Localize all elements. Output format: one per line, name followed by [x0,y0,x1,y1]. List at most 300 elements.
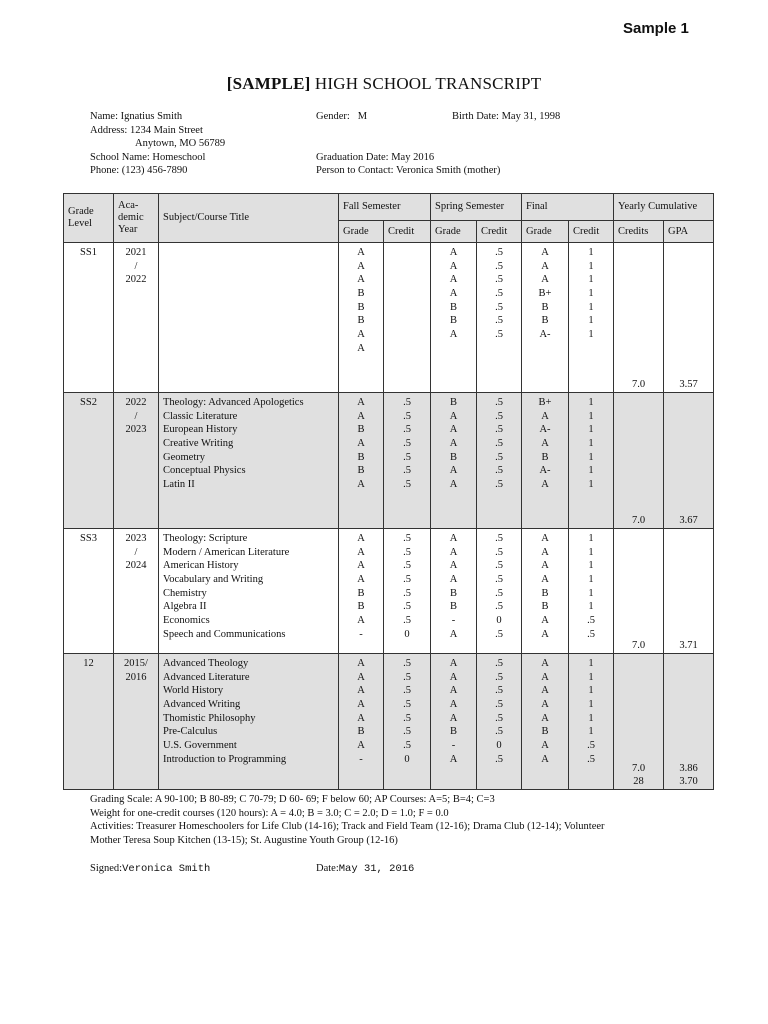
fall-grade-cell-entry: A [357,658,365,669]
final-grade-cell-entry: A [541,533,549,544]
fall-credit-cell-entry: .5 [403,560,411,572]
final-grade-cell-entry: A [541,753,549,765]
final-grade-cell-entry: A [541,560,549,572]
final-grade-cell-entry: A [541,685,549,697]
final-grade-cell-entry: A [541,671,549,683]
fall-grade-cell-entry: A [357,533,365,544]
final-credit-cell-entry: 1 [588,288,594,300]
spring-credit-cell-entry: .5 [495,658,503,669]
subject-cell-entry: Algebra II [163,601,207,613]
subject-cell-entry: Vocabulary and Writing [163,574,264,586]
final-credit-cell-entry: 1 [588,560,594,572]
spring-credit-cell-entry: .5 [495,479,503,491]
final-grade-cell-entry: A [541,615,549,627]
fall-credit-cell-entry: .5 [403,712,411,724]
final-grade-cell-entry: B+ [538,397,552,408]
fall-grade-cell-entry: B [357,465,365,477]
header-academic-year: Aca-demic Year [114,194,159,243]
fall-credit-cell-entry: .5 [403,740,411,752]
spring-grade-cell-entry: A [449,685,458,697]
spring-grade-cell [431,393,477,529]
subject-cell-entry: European History [163,424,238,436]
subject-cell-entry: U.S. Government [163,740,237,752]
grade-level-cell: SS2 [64,393,114,529]
final-grade-cell [522,529,569,654]
spring-grade-cell-entry: A [449,658,458,669]
fall-grade-cell [339,243,384,393]
spring-grade-cell-entry: B [450,601,458,613]
student-address: Address: 1234 Main Street [90,124,203,136]
spring-credit-cell-entry: .5 [495,397,503,408]
fall-grade-cell-entry: A [357,397,365,408]
subject-cell-entry: Advanced Writing [163,699,241,711]
fall-credit-cell-entry: .5 [403,671,411,683]
fall-grade-cell-entry: A [357,712,365,724]
spring-grade-cell-entry: A [449,410,458,422]
year-row [64,393,714,529]
fall-grade-cell-entry: A [357,615,365,627]
spring-credit-cell-entry: .5 [495,628,503,640]
academic-year-cell-entry: 2021 [125,247,147,258]
final-credit-cell-entry: 1 [588,658,594,669]
final-grade-cell-entry: A [541,247,549,258]
final-credit-cell-entry: 1 [588,451,594,463]
subject-cell-entry: Creative Writing [163,438,234,450]
student-name: Name: Ignatius Smith [90,111,183,122]
fall-grade-cell-entry: B [357,726,365,738]
spring-grade-cell-entry: B [450,726,458,738]
spring-credit-cell-entry: .5 [495,699,503,711]
credit-weight: Weight for one-credit courses (120 hours): A = 4.0; B = 3.0; C = 2.0; D = 1.0; F = 0.0 [90,807,449,819]
header-fall-semester: Fall Semester [339,194,431,221]
spring-grade-cell-entry: A [449,247,458,258]
contact-person: Person to Contact: Veronica Smith (mother) [316,165,501,177]
fall-grade-cell-entry: A [357,574,365,586]
fall-grade-cell-entry: A [357,274,365,286]
final-grade-cell-entry: B [541,315,549,327]
header-spring-grade: Grade [431,221,477,243]
year-row [64,654,714,790]
spring-grade-cell-entry: A [449,329,458,341]
fall-credit-cell-entry: .5 [403,574,411,586]
spring-grade-cell-entry: A [449,560,458,572]
title-bold: [SAMPLE] [226,74,311,93]
spring-grade-cell-entry: A [449,546,458,558]
spring-credit-cell-entry: .5 [495,671,503,683]
academic-year-cell-entry: 2024 [125,560,147,572]
fall-grade-cell-entry: A [357,699,365,711]
final-credit-cell-entry: 1 [588,315,594,327]
subject-cell-entry: Theology: Scripture [163,533,248,544]
fall-grade-cell-entry: A [357,479,365,491]
final-grade-cell-entry: A [541,699,549,711]
page-title [0,74,768,94]
spring-credit-cell-entry: .5 [495,315,503,327]
gpa-value: 3.67 [679,514,698,526]
gpa-value: 3.57 [679,378,698,390]
spring-credit-cell-entry: .5 [495,601,503,613]
final-credit-cell-entry: 1 [588,601,594,613]
subject-cell-entry: World History [163,685,224,697]
spring-credit-cell-entry: .5 [495,465,503,477]
spring-credit-cell-entry: .5 [495,274,503,286]
academic-year-cell [114,529,159,654]
final-credit-cell-entry: .5 [587,753,595,765]
header-grade-level: Grade Level [64,194,114,243]
fall-credit-cell-entry: .5 [403,533,411,544]
final-grade-cell-entry: A [541,274,549,286]
header-subject: Subject/Course Title [159,194,339,243]
fall-credit-cell-entry: .5 [403,726,411,738]
spring-credit-cell-entry: .5 [495,301,503,313]
year-row [64,243,714,393]
final-credit-cell-entry: .5 [587,615,595,627]
final-grade-cell-entry: B [541,726,549,738]
fall-credit-cell-entry: .5 [403,615,411,627]
yearly-credits-cell [614,243,664,393]
gender: Gender: M [316,111,368,122]
final-grade-cell-entry: A [541,628,549,640]
header-final-grade: Grade [522,221,569,243]
header-spring-credit: Credit [477,221,522,243]
subject-cell-entry: Pre-Calculus [163,726,218,738]
yearly-credits-value: 7.0 [631,514,646,526]
spring-credit-cell-entry: 0 [496,740,502,752]
fall-grade-cell-entry: A [357,438,365,450]
fall-grade-cell-entry: B [357,587,365,599]
fall-grade-cell-entry: A [357,410,365,422]
final-credit-cell [569,529,614,654]
header-yearly-credits: Credits [614,221,664,243]
final-grade-cell-entry: A [541,438,549,450]
footer-notes [90,793,605,847]
header-fall-credit: Credit [384,221,431,243]
academic-year-cell [114,654,159,790]
academic-year-cell-entry: 2015/ [124,658,148,669]
fall-grade-cell-entry: B [357,424,365,436]
gpa-value: 3.86 [679,763,698,774]
final-credit-cell-entry: 1 [588,671,594,683]
spring-credit-cell-entry: .5 [495,260,503,272]
spring-grade-cell-entry: B [450,587,458,599]
academic-year-cell-entry: / [134,546,138,558]
yearly-credits-cell [614,654,664,790]
spring-credit-cell [477,529,522,654]
spring-grade-cell-entry: - [451,615,456,627]
academic-year-cell-entry: 2022 [125,397,147,408]
subject-cell-entry: Latin II [163,479,195,491]
academic-year-cell-entry: 2023 [125,533,147,544]
gpa-cell [664,393,714,529]
signed-label: Signed: [90,863,123,874]
fall-grade-cell-entry: A [357,260,365,272]
spring-credit-cell-entry: .5 [495,546,503,558]
spring-credit-cell-entry: .5 [495,410,503,422]
graduation-date: Graduation Date: May 2016 [316,151,435,163]
final-grade-cell-entry: A [541,479,549,491]
spring-grade-cell-entry: A [449,288,458,300]
signed-value: Veronica Smith [122,863,211,875]
final-credit-cell-entry: 1 [588,546,594,558]
academic-year-cell-entry: 2023 [125,424,147,436]
spring-grade-cell-entry: A [449,465,458,477]
spring-grade-cell-entry: B [450,315,458,327]
spring-credit-cell-entry: .5 [495,753,503,765]
subject-cell-entry: Economics [163,615,210,627]
yearly-credits-cell [614,529,664,654]
final-credit-cell [569,393,614,529]
subject-cell [159,529,339,654]
subject-cell-entry: Advanced Theology [163,658,249,669]
final-grade-cell-entry: B [541,451,549,463]
academic-year-cell-entry: / [134,260,138,272]
spring-credit-cell-entry: .5 [495,438,503,450]
final-credit-cell-entry: 1 [588,438,594,450]
fall-grade-cell [339,654,384,790]
spring-grade-cell-entry: A [449,260,458,272]
fall-credit-cell-entry: .5 [403,699,411,711]
final-credit-cell-entry: 1 [588,712,594,724]
final-grade-cell-entry: A [541,574,549,586]
spring-grade-cell [431,654,477,790]
fall-grade-cell-entry: A [357,247,365,258]
spring-grade-cell [431,529,477,654]
spring-credit-cell-entry: .5 [495,329,503,341]
spring-credit-cell [477,243,522,393]
final-grade-cell-entry: B [541,587,549,599]
fall-credit-cell [384,654,431,790]
header-fall-grade: Grade [339,221,384,243]
spring-credit-cell-entry: .5 [495,288,503,300]
spring-credit-cell [477,654,522,790]
date-value: May 31, 2016 [338,863,415,875]
signature-line [90,862,210,877]
academic-year-cell [114,243,159,393]
gpa-value: 3.71 [679,639,698,651]
fall-credit-cell-entry: .5 [403,465,411,477]
final-credit-cell-entry: 1 [588,397,594,408]
fall-grade-cell-entry: B [357,301,365,313]
spring-grade-cell-entry: A [449,753,458,765]
spring-credit-cell-entry: .5 [495,451,503,463]
subject-cell-entry: Geometry [163,451,205,463]
subject-cell-entry: Thomistic Philosophy [163,712,256,724]
subject-cell [159,654,339,790]
spring-grade-cell-entry: B [450,397,458,408]
spring-credit-cell-entry: .5 [495,533,503,544]
final-credit-cell-entry: 1 [588,533,594,544]
subject-cell [159,243,339,393]
header-spring-semester: Spring Semester [431,194,522,221]
title-rest: HIGH SCHOOL TRANSCRIPT [310,74,542,93]
final-grade-cell-entry: B [541,601,549,613]
fall-grade-cell-entry: A [357,546,365,558]
final-credit-cell-entry: 1 [588,260,594,272]
grade-level-cell: SS3 [64,529,114,654]
final-credit-cell-entry: 1 [588,685,594,697]
final-credit-cell-entry: 1 [588,410,594,422]
final-grade-cell-entry: A [541,260,549,272]
gpa-value: 3.70 [679,775,698,787]
spring-grade-cell-entry: A [449,424,458,436]
fall-credit-cell-entry: 0 [404,628,410,640]
subject-cell-entry: Advanced Literature [163,671,250,683]
spring-credit-cell-entry: .5 [495,685,503,697]
academic-year-cell [114,393,159,529]
final-grade-cell-entry: A [541,410,549,422]
birth-date: Birth Date: May 31, 1998 [452,111,561,122]
final-grade-cell [522,654,569,790]
fall-grade-cell-entry: A [357,342,365,354]
spring-credit-cell-entry: .5 [495,424,503,436]
yearly-credits-value: 28 [633,775,644,787]
fall-credit-cell-entry: .5 [403,546,411,558]
spring-grade-cell [431,243,477,393]
final-credit-cell [569,243,614,393]
subject-cell-entry: Theology: Advanced Apologetics [163,397,304,408]
yearly-credits-value: 7.0 [631,763,646,774]
spring-grade-cell-entry: B [450,301,458,313]
fall-credit-cell [384,243,431,393]
spring-grade-cell-entry: B [450,451,458,463]
final-credit-cell-entry: 1 [588,301,594,313]
header-gpa: GPA [664,221,714,243]
fall-credit-cell-entry: .5 [403,424,411,436]
grade-level-cell: SS1 [64,243,114,393]
final-grade-cell [522,243,569,393]
fall-credit-cell-entry: 0 [404,753,410,765]
grading-scale: Grading Scale: A 90-100; B 80-89; C 70-79; D 60- 69; F below 60; AP Courses: A=5; B=4; C=3 [90,794,495,805]
final-credit-cell-entry: 1 [588,479,594,491]
final-grade-cell-entry: B+ [538,288,552,300]
final-credit-cell-entry: 1 [588,574,594,586]
fall-grade-cell-entry: - [359,628,363,640]
spring-credit-cell-entry: .5 [495,574,503,586]
final-grade-cell-entry: A [541,546,549,558]
academic-year-cell-entry: / [134,410,138,422]
fall-credit-cell [384,393,431,529]
final-credit-cell-entry: .5 [587,628,595,640]
gpa-cell [664,654,714,790]
spring-grade-cell-entry: A [449,274,458,286]
final-grade-cell-entry: A- [539,329,551,341]
school-name: School Name: Homeschool [90,151,206,163]
fall-grade-cell-entry: A [357,329,365,341]
subject-cell-entry: Conceptual Physics [163,465,246,477]
spring-grade-cell-entry: - [451,740,456,752]
date-line [316,862,414,877]
subject-cell-entry: Classic Literature [163,410,238,422]
spring-grade-cell-entry: A [449,438,458,450]
transcript-table [63,193,714,790]
fall-grade-cell [339,393,384,529]
activities: Activities: Treasurer Homeschoolers for Life Club (14-16); Track and Field Team (12-16); Drama Club (12-14); Volunteer [90,821,605,833]
fall-grade-cell-entry: B [357,601,365,613]
fall-grade-cell-entry: B [357,288,365,300]
spring-grade-cell-entry: A [449,671,458,683]
header-final: Final [522,194,614,221]
grade-level-cell: 12 [64,654,114,790]
yearly-credits-value: 7.0 [631,378,646,390]
final-credit-cell-entry: 1 [588,329,594,341]
subject-cell-entry: Modern / American Literature [163,546,290,558]
header-final-credit: Credit [569,221,614,243]
academic-year-cell-entry: 2022 [125,274,147,286]
fall-credit-cell-entry: .5 [403,451,411,463]
final-grade-cell-entry: A [541,658,549,669]
fall-credit-cell-entry: .5 [403,438,411,450]
spring-credit-cell [477,393,522,529]
subject-cell-entry: Introduction to Programming [163,753,287,765]
student-address-line2: Anytown, MO 56789 [135,138,226,150]
final-grade-cell [522,393,569,529]
fall-credit-cell-entry: .5 [403,685,411,697]
yearly-credits-cell [614,393,664,529]
subject-cell-entry: Chemistry [163,587,207,599]
fall-grade-cell-entry: - [359,753,363,765]
final-grade-cell-entry: A- [539,424,551,436]
final-grade-cell-entry: A- [539,465,551,477]
fall-credit-cell-entry: .5 [403,397,411,408]
spring-credit-cell-entry: 0 [496,615,502,627]
activities-continued: Mother Teresa Soup Kitchen (13-15); St. Augustine Youth Group (12-16) [90,834,398,846]
spring-grade-cell-entry: A [449,699,458,711]
fall-credit-cell-entry: .5 [403,479,411,491]
final-grade-cell-entry: B [541,301,549,313]
final-credit-cell-entry: 1 [588,699,594,711]
academic-year-cell-entry: 2016 [125,671,147,683]
final-grade-cell-entry: A [541,712,549,724]
fall-grade-cell-entry: B [357,315,365,327]
subject-cell-entry: Speech and Communications [163,628,286,640]
fall-grade-cell-entry: B [357,451,365,463]
fall-credit-cell [384,529,431,654]
final-credit-cell-entry: 1 [588,726,594,738]
subject-cell [159,393,339,529]
final-credit-cell-entry: 1 [588,587,594,599]
fall-credit-cell-entry: .5 [403,601,411,613]
spring-grade-cell-entry: A [449,574,458,586]
spring-grade-cell-entry: A [449,712,458,724]
fall-credit-cell-entry: .5 [403,410,411,422]
final-credit-cell-entry: 1 [588,424,594,436]
fall-grade-cell-entry: A [357,740,365,752]
fall-grade-cell-entry: A [357,685,365,697]
header-yearly-cumulative: Yearly Cumulative [614,194,714,221]
spring-grade-cell-entry: A [449,533,458,544]
fall-credit-cell-entry: .5 [403,658,411,669]
fall-grade-cell [339,529,384,654]
spring-credit-cell-entry: .5 [495,712,503,724]
final-credit-cell-entry: 1 [588,247,594,258]
gpa-cell [664,243,714,393]
spring-credit-cell-entry: .5 [495,726,503,738]
final-credit-cell-entry: .5 [587,740,595,752]
year-row [64,529,714,654]
fall-credit-cell-entry: .5 [403,587,411,599]
fall-grade-cell-entry: A [357,560,365,572]
spring-credit-cell-entry: .5 [495,560,503,572]
spring-credit-cell-entry: .5 [495,587,503,599]
subject-cell-entry: American History [163,560,239,572]
phone: Phone: (123) 456-7890 [90,165,188,177]
sample-label: Sample 1 [623,20,689,37]
spring-credit-cell-entry: .5 [495,247,503,258]
final-grade-cell-entry: A [541,740,549,752]
final-credit-cell-entry: 1 [588,465,594,477]
final-credit-cell-entry: 1 [588,274,594,286]
date-label: Date: [316,863,339,874]
